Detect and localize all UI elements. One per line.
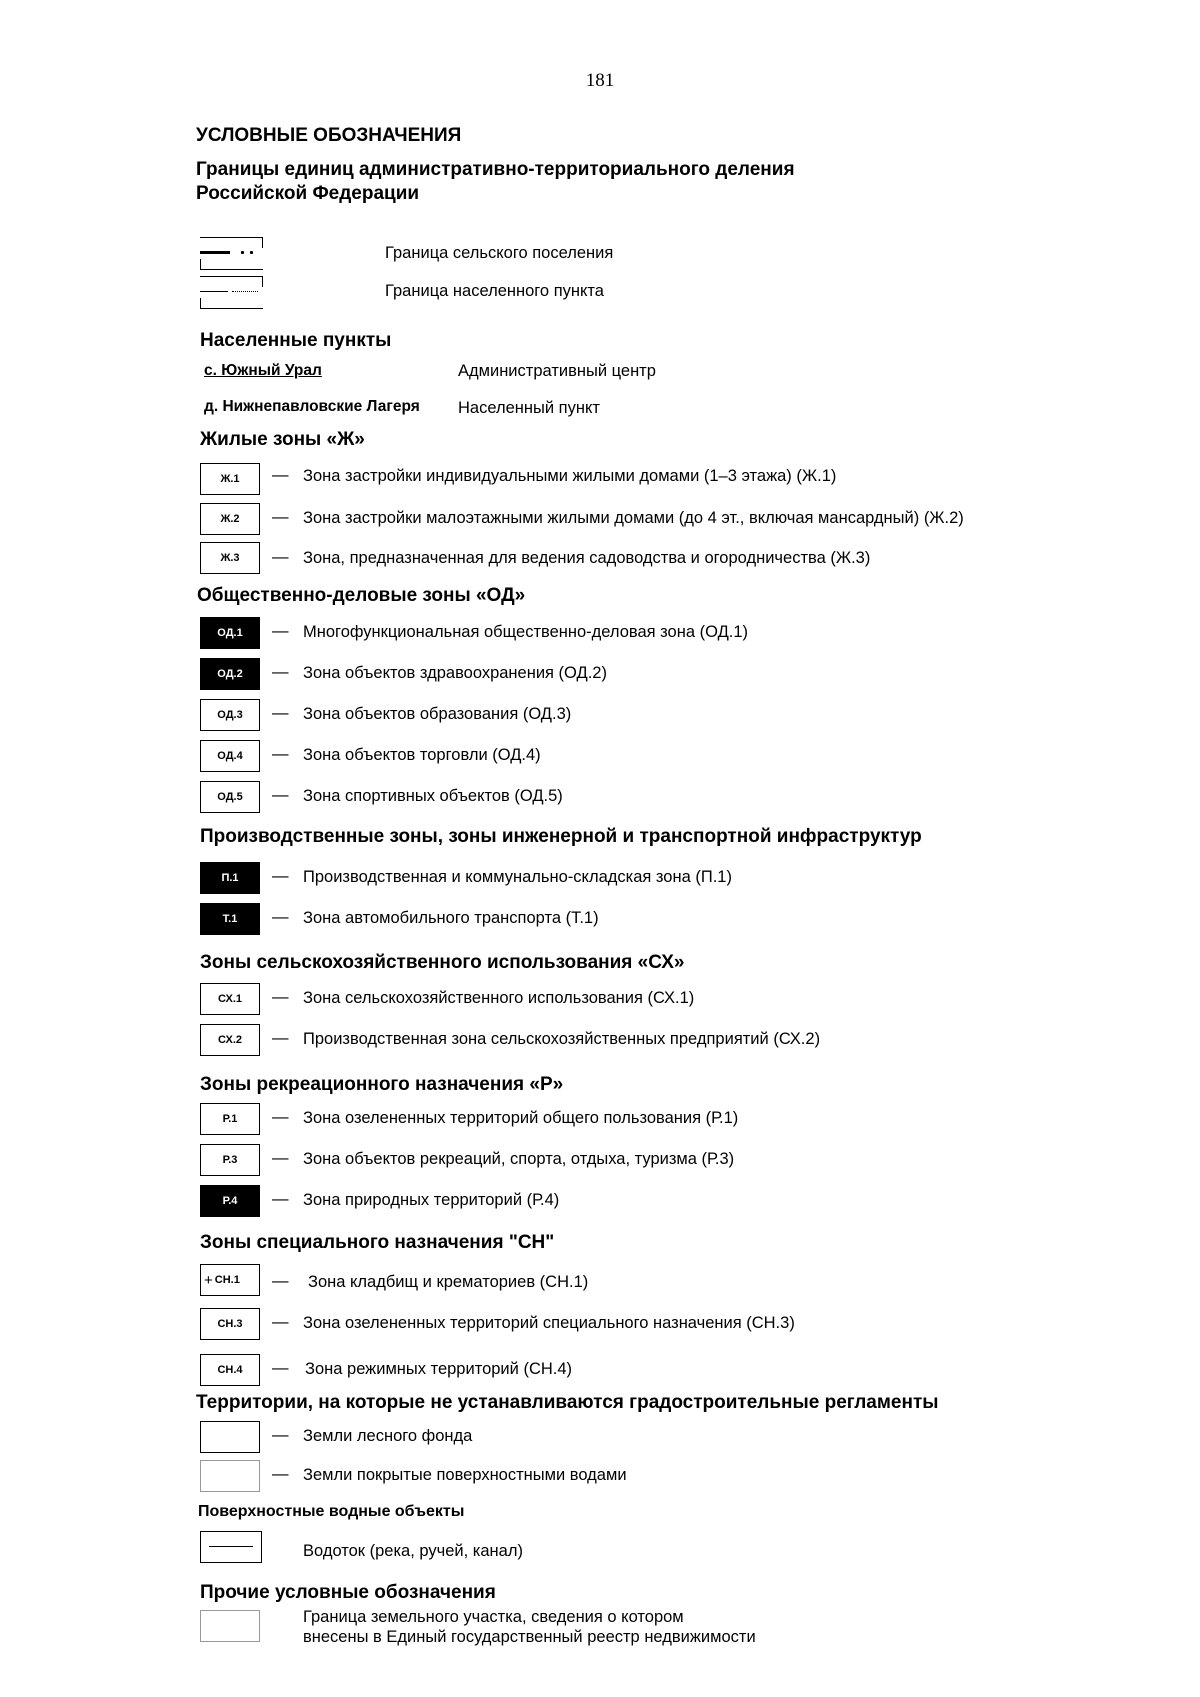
zone-label-r4: Зона природных территорий (Р.4) — [303, 1191, 560, 1209]
dash: — — [272, 988, 289, 1006]
dash: — — [272, 1190, 289, 1208]
zone-symbol-r4: Р.4 — [200, 1185, 260, 1217]
zone-symbol-od4: ОД.4 — [200, 740, 260, 772]
land-plot-boundary-label-line2: внесены в Единый государственный реестр недвижимости — [303, 1628, 756, 1646]
special-heading: Зоны специального назначения "СН" — [200, 1232, 555, 1253]
zone-label-sn4: Зона режимных территорий (СН.4) — [305, 1360, 573, 1378]
dash: — — [272, 1149, 289, 1167]
zone-symbol-od3: ОД.3 — [200, 699, 260, 731]
zone-label-t1: Зона автомобильного транспорта (Т.1) — [303, 909, 599, 927]
zone-symbol-zh2: Ж.2 — [200, 503, 260, 535]
legend-title: УСЛОВНЫЕ ОБОЗНАЧЕНИЯ — [196, 125, 462, 146]
page-number: 181 — [585, 70, 615, 91]
locality-boundary-label: Граница населенного пункта — [385, 282, 604, 300]
dash: — — [272, 1108, 289, 1126]
land-plot-boundary-symbol — [200, 1610, 260, 1642]
zone-symbol-r1: Р.1 — [200, 1103, 260, 1135]
locality-label: Населенный пункт — [458, 399, 600, 417]
admin-center-name: с. Южный Урал — [204, 362, 322, 379]
surface-waters-symbol — [200, 1460, 260, 1492]
locality-name: д. Нижнепавловские Лагеря — [204, 398, 420, 415]
zone-label-zh1: Зона застройки индивидуальными жилыми домами (1–3 этажа) (Ж.1) — [303, 467, 837, 485]
dash: — — [272, 1359, 289, 1377]
zone-symbol-od2: ОД.2 — [200, 658, 260, 690]
zone-label-skh2: Производственная зона сельскохозяйственных предприятий (СХ.2) — [303, 1030, 821, 1048]
other-heading: Прочие условные обозначения — [200, 1582, 496, 1603]
zone-label-zh2: Зона застройки малоэтажными жилыми домами (до 4 эт., включая мансардный) (Ж.2) — [303, 509, 964, 527]
dash: — — [272, 622, 289, 640]
zone-label-od2: Зона объектов здравоохранения (ОД.2) — [303, 664, 607, 682]
boundaries-heading: Границы единиц административно-территориального деления Российской Федерации — [196, 159, 795, 204]
zone-label-zh3: Зона, предназначенная для ведения садоводства и огородничества (Ж.3) — [303, 549, 871, 567]
dash: — — [272, 786, 289, 804]
zone-label-od1: Многофункциональная общественно-деловая зона (ОД.1) — [303, 623, 749, 641]
zone-symbol-r3: Р.3 — [200, 1144, 260, 1176]
zone-symbol-p1: П.1 — [200, 862, 260, 894]
settlements-heading: Населенные пункты — [200, 330, 392, 351]
zone-label-p1: Производственная и коммунально-складская зона (П.1) — [303, 868, 732, 886]
water-heading: Поверхностные водные объекты — [198, 1503, 465, 1520]
zone-symbol-zh1: Ж.1 — [200, 463, 260, 495]
zone-symbol-skh1: СХ.1 — [200, 983, 260, 1015]
zone-symbol-sn1 — [200, 1264, 260, 1296]
rural-settlement-boundary-symbol — [200, 237, 262, 269]
zone-symbol-sn4: СН.4 — [200, 1354, 260, 1386]
zone-symbol-t1: Т.1 — [200, 903, 260, 935]
zone-label-od4: Зона объектов торговли (ОД.4) — [303, 746, 541, 764]
zone-symbol-skh2: СХ.2 — [200, 1024, 260, 1056]
dash: — — [272, 1029, 289, 1047]
no-regulations-heading: Территории, на которые не устанавливаются градостроительные регламенты — [196, 1392, 939, 1413]
admin-center-label: Административный центр — [458, 362, 656, 380]
dash: — — [272, 1272, 289, 1290]
zone-label-r1: Зона озелененных территорий общего пользования (Р.1) — [303, 1109, 739, 1127]
dash: — — [272, 1426, 289, 1444]
dash: — — [272, 745, 289, 763]
zone-label-sn3: Зона озелененных территорий специального назначения (СН.3) — [303, 1314, 795, 1332]
zone-code-sn1: СН.1 — [214, 1274, 240, 1286]
business-heading: Общественно-деловые зоны «ОД» — [197, 585, 526, 606]
dash: — — [272, 1313, 289, 1331]
zone-symbol-zh3: Ж.3 — [200, 542, 260, 574]
land-plot-boundary-label-line1: Граница земельного участка, сведения о котором — [303, 1608, 684, 1626]
locality-boundary-symbol — [200, 276, 262, 308]
agricultural-heading: Зоны сельскохозяйственного использования «СХ» — [200, 952, 685, 973]
zone-symbol-od1: ОД.1 — [200, 617, 260, 649]
dash: — — [272, 704, 289, 722]
dash: — — [272, 508, 289, 526]
zone-label-skh1: Зона сельскохозяйственного использования (СХ.1) — [303, 989, 695, 1007]
dash: — — [272, 1465, 289, 1483]
industrial-heading: Производственные зоны, зоны инженерной и транспортной инфраструктур — [200, 826, 922, 847]
residential-heading: Жилые зоны «Ж» — [200, 429, 365, 450]
watercourse-label: Водоток (река, ручей, канал) — [303, 1542, 523, 1560]
dash: — — [272, 908, 289, 926]
zone-label-od3: Зона объектов образования (ОД.3) — [303, 705, 572, 723]
forest-fund-symbol — [200, 1421, 260, 1453]
zone-label-od5: Зона спортивных объектов (ОД.5) — [303, 787, 563, 805]
forest-fund-label: Земли лесного фонда — [303, 1427, 473, 1445]
zone-symbol-sn3: СН.3 — [200, 1308, 260, 1340]
cross-icon: + — [204, 1271, 213, 1289]
surface-waters-label: Земли покрытые поверхностными водами — [303, 1466, 627, 1484]
rural-settlement-boundary-label: Граница сельского поселения — [385, 244, 614, 262]
zone-label-sn1: Зона кладбищ и крематориев (СН.1) — [308, 1273, 589, 1291]
zone-symbol-od5: ОД.5 — [200, 781, 260, 813]
recreation-heading: Зоны рекреационного назначения «Р» — [200, 1074, 564, 1095]
dash: — — [272, 867, 289, 885]
dash: — — [272, 663, 289, 681]
watercourse-symbol — [200, 1531, 262, 1563]
zone-label-r3: Зона объектов рекреаций, спорта, отдыха, туризма (Р.3) — [303, 1150, 735, 1168]
dash: — — [272, 548, 289, 566]
dash: — — [272, 466, 289, 484]
